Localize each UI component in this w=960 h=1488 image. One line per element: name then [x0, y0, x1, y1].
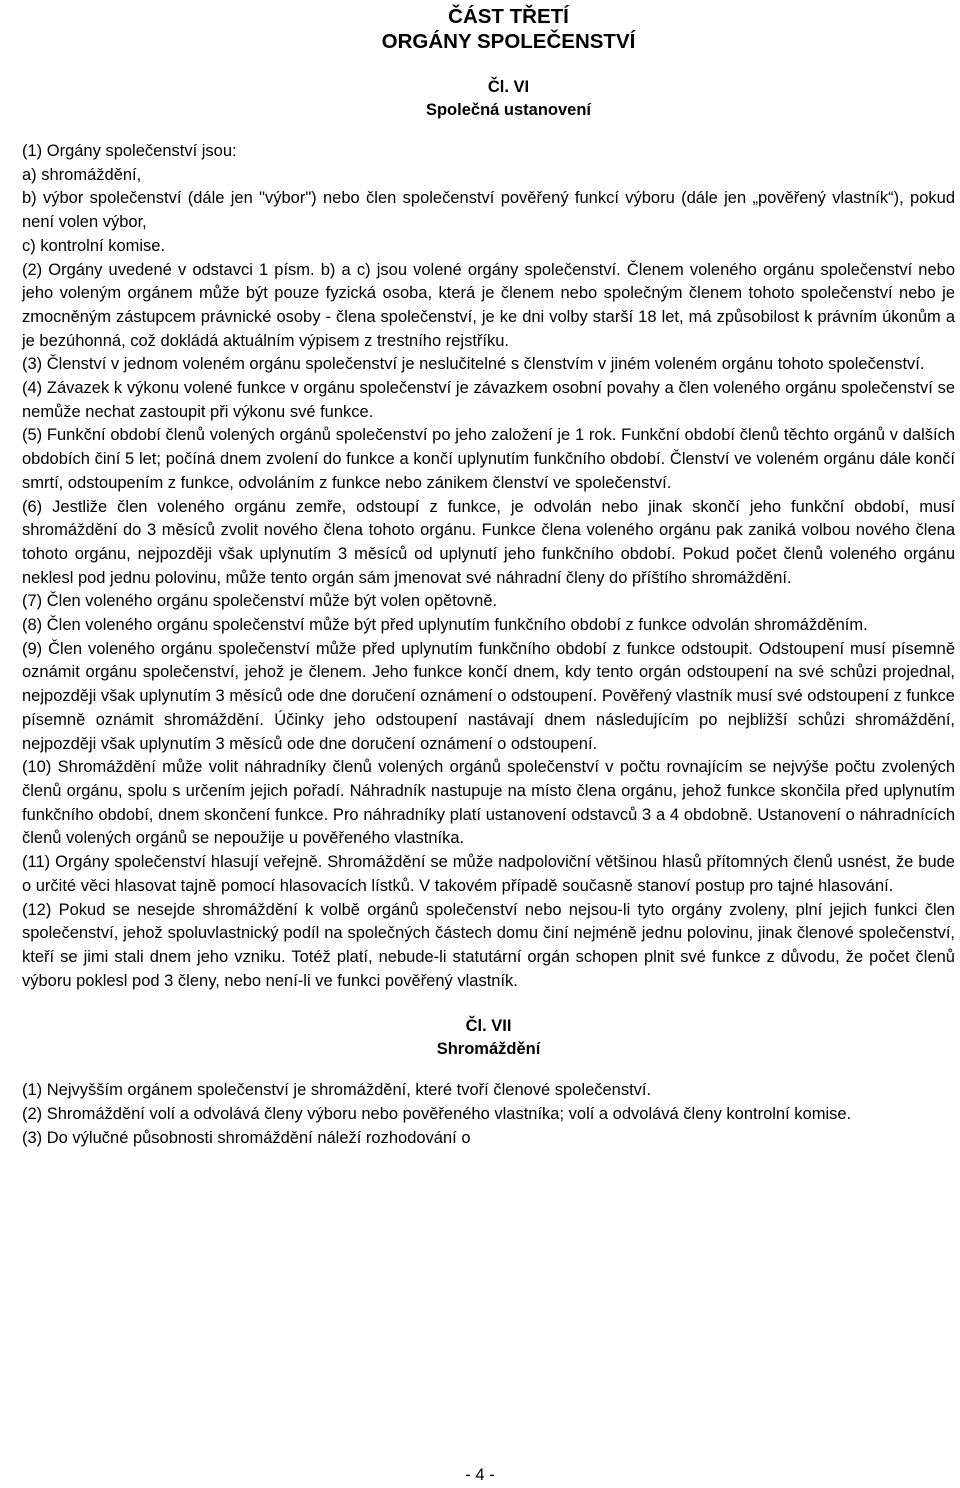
- document-page: [22, 4, 955, 1150]
- paragraph: (7) Člen voleného orgánu společenství může být volen opětovně.: [22, 592, 498, 611]
- paragraph: (3) Do výlučné působnosti shromáždění náleží rozhodování o: [22, 1128, 471, 1147]
- page-number: - 4 -: [465, 1466, 495, 1484]
- paragraph: (3) Členství v jednom voleném orgánu společenství je neslučitelné s členstvím v jiném voleném orgánu tohoto společenství.: [22, 355, 925, 374]
- paragraph: c) kontrolní komise.: [22, 236, 166, 255]
- paragraph: (9) Člen voleného orgánu společenství může před uplynutím funkčního období z funkce odstoupit. Odstoupení musí písemně oznámit orgánu společenství, jehož je členem. Jeho funkce končí dnem, kdy tento orgán odstoupení na své schůzi projednal, nejpozději však uplynutím 3 měsíců ode dne doručení oznámení o odstoupení. Pověřený vlastník musí své odstoupení z funkce písemně oznámit shromáždění. Účinky jeho odstoupení nastávají dnem následujícím po nejbližší schůzi shromáždění, nejpozději však uplynutím 3 měsíců ode dne doručení oznámení o odstoupení.: [22, 639, 955, 753]
- part-heading-line1: ČÁST TŘETÍ: [448, 5, 569, 28]
- paragraph: (11) Orgány společenství hlasují veřejně. Shromáždění se může nadpoloviční většinou hlasů přítomných členů usnést, že bude o určité věci hlasovat tajně pomocí hlasovacích lístků. V takovém případě současně stanoví postup pro tajné hlasování.: [22, 853, 955, 895]
- article6-title: Společná ustanovení: [425, 101, 592, 119]
- paragraph: b) výbor společenství (dále jen "výbor") nebo člen společenství pověřený funkcí výboru (dále jen „pověřený vlastník“), pokud není volen výbor,: [22, 189, 955, 232]
- part-heading-line2: ORGÁNY SPOLEČENSTVÍ: [381, 30, 636, 53]
- paragraph: (1) Nejvyšším orgánem společenství je shromáždění, které tvoří členové společenství.: [22, 1081, 652, 1100]
- article7-title: Shromáždění: [436, 1040, 541, 1059]
- paragraph: (2) Orgány uvedené v odstavci 1 písm. b) a c) jsou volené orgány společenství. Členem voleného orgánu společenství nebo jeho voleným orgánem může být pouze fyzická osoba, která je členem nebo společným členem tohoto společenství nebo je zmocněným zástupcem právnické osoby - člena společenství, je ke dni volby starší 18 let, má způsobilost k právním úkonům a je bezúhonná, což dokládá aktuálním výpisem z trestního rejstříku.: [22, 260, 955, 350]
- paragraph: (2) Shromáždění volí a odvolává členy výboru nebo pověřeného vlastníka; volí a odvolává členy kontrolní komise.: [22, 1105, 852, 1124]
- article6-number: Čl. VI: [487, 78, 530, 96]
- paragraph: (1) Orgány společenství jsou:: [22, 142, 237, 160]
- article7-number: Čl. VII: [465, 1017, 512, 1036]
- paragraph: (10) Shromáždění může volit náhradníky členů volených orgánů společenství v počtu rovnajícím se nejvýše počtu zvolených členů orgánu, spolu s určením jejich pořadí. Náhradník nastupuje na místo člena orgánu, jehož funkce skončila před uplynutím funkčního období, dnem skončení funkce. Pro náhradníky platí ustanovení odstavců 3 a 4 obdobně. Ustanovení o náhradnících členů volených orgánů se nepoužije u pověřeného vlastníka.: [22, 758, 955, 848]
- article6-body: [22, 140, 955, 993]
- paragraph: (4) Závazek k výkonu volené funkce v orgánu společenství je závazkem osobní povahy a člen voleného orgánu společenství se nemůže nechat zastoupit při výkonu své funkce.: [22, 379, 955, 421]
- paragraph: (8) Člen voleného orgánu společenství může být před uplynutím funkčního období z funkce odvolán shromážděním.: [22, 616, 868, 635]
- article7-body: [22, 1079, 955, 1150]
- paragraph: (6) Jestliže člen voleného orgánu zemře, odstoupí z funkce, je odvolán nebo jinak skončí jeho funkční období, musí shromáždění do 3 měsíců zvolit nového člena tohoto orgánu. Funkce člena voleného orgánu pak zaniká volbou nového člena tohoto orgánu, nejpozději však uplynutím 3 měsíců od uplynutí jeho funkčního období. Pokud počet členů voleného orgánu neklesl pod jednu polovinu, může tento orgán sám jmenovat své náhradní členy do příštího shromáždění.: [22, 497, 955, 587]
- paragraph: a) shromáždění,: [22, 165, 142, 184]
- paragraph: (5) Funkční období členů volených orgánů společenství po jeho založení je 1 rok. Funkční období členů těchto orgánů v dalších obdobích činí 5 let; počíná dnem zvolení do funkce a končí uplynutím funkčního období. Členství ve voleném orgánu dále končí smrtí, odstoupením z funkce, odvoláním z funkce nebo zánikem členství ve společenství.: [22, 426, 955, 492]
- paragraph: (12) Pokud se nesejde shromáždění k volbě orgánů společenství nebo nejsou-li tyto orgány zvoleny, plní jejich funkci člen společenství, jehož spoluvlastnický podíl na společných částech domu činí nejméně jednu polovinu, jinak členové společenství, kteří se jimi stali dnem jeho vzniku. Totéž platí, nebude-li statutární orgán schopen plnit své funkce z důvodu, že počet členů výboru poklesl pod 3 členy, nebo není-li ve funkci pověřený vlastník.: [22, 900, 955, 990]
